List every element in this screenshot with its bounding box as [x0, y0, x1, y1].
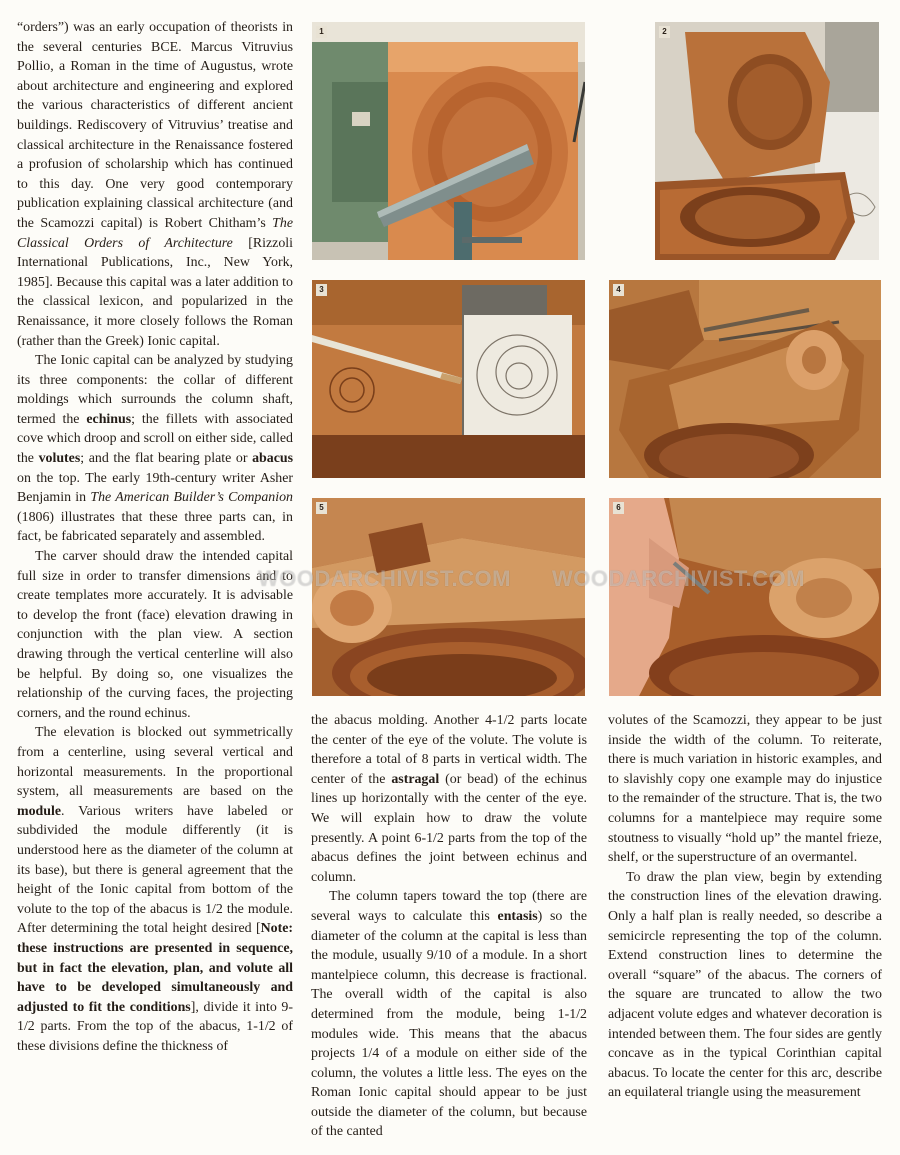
- watermark-left: WOODARCHIVIST.COM: [258, 566, 511, 591]
- paragraph: [608, 868, 882, 1103]
- hand-carving-image: [609, 498, 881, 696]
- photo-3-volute-template: [312, 280, 585, 478]
- photo-4-carving-volutes: [609, 280, 881, 478]
- bold-term: Note: these instructions are presented in sequence, but in fact the elevation, plan, and volute all have to be developed simultaneously and adjusted to fit the conditions: [17, 921, 293, 1015]
- text-column-1: [17, 18, 293, 1056]
- blank-pieces-image: [655, 22, 879, 260]
- lathe-image: [312, 22, 585, 260]
- paragraph: [17, 723, 293, 1056]
- photo-1-lathe: [312, 22, 585, 260]
- text-run: . Various writers have labeled or subdivided the module differently (it is understood here as the diameter of the column at its base), but there is general agreement that the height of the Ionic capital from bottom of the volute to the top of the abacus is 1/2 the module. After determining the total height desired [: [17, 803, 293, 937]
- text-run: The Ionic capital can be analyzed by studying its three components: the collar of different moldings which surrounds the column shaft, termed the: [17, 353, 293, 427]
- book-title: The Classical Orders of Architecture: [17, 215, 293, 251]
- text-run: volutes of the Scamozzi, they appear to be just inside the width of the column. To reiterate, there is much variation in historic examples, and to slavishly copy one example may do injustice to the remainder of the structure. That is, the two columns for a mantelpiece may require some stoutness to visually “hold up” the mantel frieze, shelf, or the superstructure of an overmantel.: [608, 713, 882, 866]
- text-run: ; and the flat bearing plate or: [80, 451, 253, 467]
- photo-2-blank-pieces: [655, 22, 879, 260]
- book-title: The American Builder’s Companion: [90, 490, 293, 506]
- text-run: [Rizzoli International Publications, Inc., New York, 1985]. Because this capital was a later addition to the classical lexicon, and popularized in the Renaissance, it more closely follows the Roman (rather than the Greek) Ionic capital.: [17, 235, 294, 349]
- text-run: The column tapers toward the top (there are several ways to calculate this: [311, 889, 587, 924]
- watermark-right: WOODARCHIVIST.COM: [552, 566, 805, 591]
- text-run: The elevation is blocked out symmetrically from a centerline, using several vertical and horizontal measurements. In the proportional system, all measurements are based on the: [17, 725, 293, 800]
- text-run: “orders”) was an early occupation of theorists in the several centuries BCE. Marcus Vitruvius Pollio, a Roman in the time of Augustus, wrote about architecture and engineering and explored the various characteristics of different ancient buildings. Rediscovery of Vitruvius’ treatise and classical architecture in the Renaissance fostered a profusion of scholarship which has continued to this day. One very good contemporary publication explaining classical architecture (and the Scamozzi capital) is Robert Chitham’s: [17, 20, 293, 231]
- photo-5-carved-capital: [312, 498, 585, 696]
- text-column-3: [608, 711, 882, 1103]
- paragraph: [311, 887, 587, 1142]
- paragraph: [17, 18, 293, 351]
- text-run: To draw the plan view, begin by extending the construction lines of the elevation drawing. Only a half plan is really needed, so describe a semicircle representing the top of the column. Extend construction lines to determine the overall “square” of the abacus. The corners of the square are truncated to allow the two adjacent volute edges and whatever decoration is intended between them. The four sides are gently concave as in the typical Corinthian capital abacus. To locate the center for this arc, describe an equilateral triangle using the measurement: [608, 869, 882, 1101]
- bold-term: astragal: [391, 771, 440, 787]
- text-run: (or bead) of the echinus lines up horizontally with the center of the eye. We will explain how to draw the volute presently. A point 6-1/2 parts from the top of the abacus defines the joint between echinus and column.: [311, 771, 587, 885]
- text-run: The carver should draw the intended capital full size in order to transfer dimensions and to create templates more accurately. It is advisable to develop the front (face) elevation drawing in conjunction with the plan view. A section drawing through the vertical centerline will also be helpful. By doing so, one visualizes the relationship of the curving faces, the projecting corners, and the round echinus.: [17, 549, 293, 721]
- paragraph: [17, 351, 293, 547]
- bold-term: echinus: [86, 411, 132, 427]
- carved-capital-image: [312, 498, 585, 696]
- paragraph: [311, 711, 587, 887]
- bold-term: volutes: [38, 451, 81, 467]
- text-column-2: [311, 711, 587, 1142]
- text-run: (1806) illustrates that these three parts can, in fact, be fabricated separately and assembled.: [17, 509, 293, 545]
- paragraph: [17, 547, 293, 723]
- carving-volutes-image: [609, 280, 881, 478]
- paragraph: [608, 711, 882, 868]
- photo-number: 6: [613, 502, 624, 514]
- text-run: on the top. The early 19th-century writer Asher Benjamin in: [17, 470, 293, 506]
- text-run: ; the fillets with associated cove which droop and scroll on either side, called the: [17, 411, 294, 467]
- volute-template-image: [312, 280, 585, 478]
- photo-6-hand-carving: [609, 498, 881, 696]
- bold-term: entasis: [497, 908, 538, 924]
- photo-number: 2: [659, 26, 670, 38]
- photo-number: 5: [316, 502, 327, 514]
- bold-term: module: [17, 803, 61, 819]
- photo-number: 4: [613, 284, 624, 296]
- text-run: ], divide it into 9-1/2 parts. From the top of the abacus, 1-1/2 of these divisions define the thickness of: [17, 999, 293, 1054]
- photo-number: 1: [316, 26, 327, 38]
- photo-number: 3: [316, 284, 327, 296]
- bold-term: abacus: [252, 451, 293, 467]
- text-run: ) so the diameter of the column at the capital is less than the module, usually 9/10 of a module. In a short mantelpiece column, this decrease is fractional. The overall width of the capital is also determined from the module, being 1-1/2 modules wide. This means that the abacus projects 1/4 of a module on either side of the column, the volutes a little less. The eyes on the Roman Ionic capital should appear to be just outside the diameter of the column, but because of the canted: [311, 908, 587, 1140]
- text-run: the abacus molding. Another 4-1/2 parts locate the center of the eye of the volute. The volute is therefore a total of 8 parts in vertical width. The center of the: [311, 713, 587, 787]
